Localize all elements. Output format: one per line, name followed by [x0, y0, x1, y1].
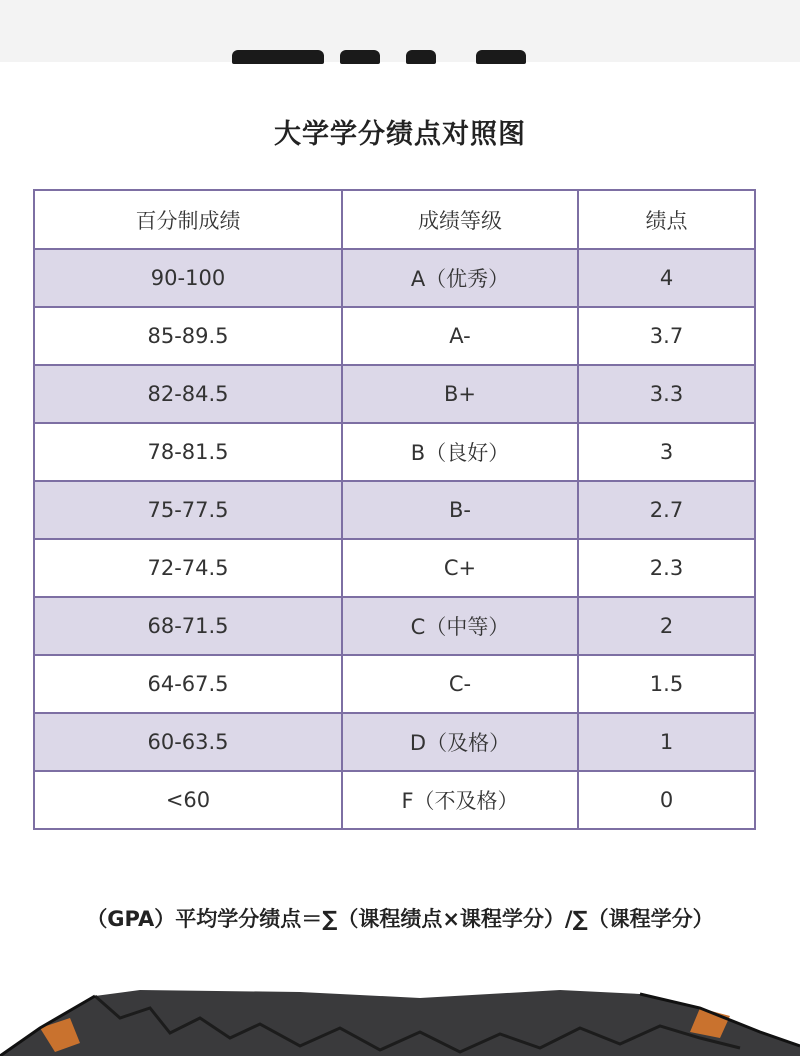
table-row	[34, 597, 755, 655]
table-row	[34, 423, 755, 481]
grade-cell: B+	[342, 365, 578, 423]
brush-stroke-decoration	[476, 50, 526, 64]
brush-stroke-decoration	[340, 50, 380, 64]
gpa-cell: 4	[578, 249, 755, 307]
gpa-cell: 3.7	[578, 307, 755, 365]
grade-cell: B-	[342, 481, 578, 539]
brush-stroke-decoration	[232, 50, 324, 64]
page-title: 大学学分绩点对照图	[274, 119, 526, 150]
table-row	[34, 249, 755, 307]
score-cell: 90-100	[34, 249, 342, 307]
grade-cell: F（不及格）	[342, 771, 578, 829]
grade-table	[33, 189, 756, 830]
table-row	[34, 481, 755, 539]
grade-cell: A-	[342, 307, 578, 365]
score-cell: 82-84.5	[34, 365, 342, 423]
grade-cell: C+	[342, 539, 578, 597]
score-cell: 78-81.5	[34, 423, 342, 481]
grade-cell: D（及格）	[342, 713, 578, 771]
score-cell: 75-77.5	[34, 481, 342, 539]
grade-cell: C（中等）	[342, 597, 578, 655]
score-cell: 72-74.5	[34, 539, 342, 597]
gpa-cell: 2.3	[578, 539, 755, 597]
top-image-strip	[0, 0, 800, 62]
bottom-illustration	[0, 988, 800, 1056]
table-row	[34, 713, 755, 771]
gpa-cell: 3	[578, 423, 755, 481]
table-row	[34, 365, 755, 423]
gpa-cell: 1	[578, 713, 755, 771]
gpa-formula: （GPA）平均学分绩点＝∑（课程绩点×课程学分）/∑（课程学分）	[86, 907, 714, 931]
table-row	[34, 539, 755, 597]
header-score: 百分制成绩	[34, 190, 342, 249]
gpa-cell: 2	[578, 597, 755, 655]
table-row	[34, 655, 755, 713]
table-header-row	[34, 190, 755, 249]
score-cell: 60-63.5	[34, 713, 342, 771]
table-row	[34, 771, 755, 829]
grade-cell: B（良好）	[342, 423, 578, 481]
header-grade: 成绩等级	[342, 190, 578, 249]
brush-stroke-decoration	[406, 50, 436, 64]
score-cell: 64-67.5	[34, 655, 342, 713]
gpa-cell: 0	[578, 771, 755, 829]
score-cell: 68-71.5	[34, 597, 342, 655]
gpa-cell: 1.5	[578, 655, 755, 713]
header-gpa: 绩点	[578, 190, 755, 249]
grade-cell: C-	[342, 655, 578, 713]
gpa-cell: 2.7	[578, 481, 755, 539]
gpa-cell: 3.3	[578, 365, 755, 423]
score-cell: <60	[34, 771, 342, 829]
grade-cell: A（优秀）	[342, 249, 578, 307]
table-row	[34, 307, 755, 365]
score-cell: 85-89.5	[34, 307, 342, 365]
